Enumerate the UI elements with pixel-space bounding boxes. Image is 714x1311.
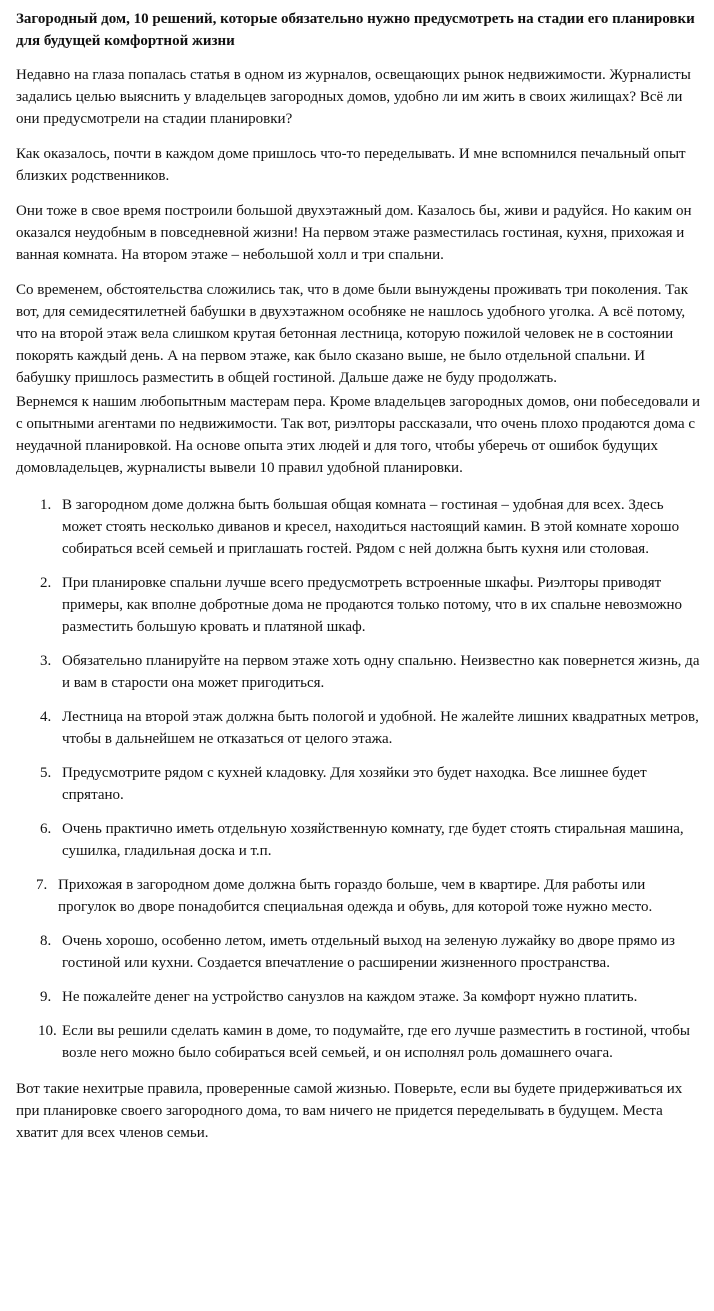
list-item — [16, 706, 700, 750]
list-item-text: Не пожалейте денег на устройство санузлов на каждом этаже. За комфорт нужно платить. — [62, 989, 638, 1005]
list-item — [16, 762, 700, 806]
list-item — [16, 650, 700, 694]
paragraph-5: Вернемся к нашим любопытным мастерам пера. Кроме владельцев загородных домов, они побеседовали и с опытными агентами по недвижимости. Так вот, риэлторы рассказали, что очень плохо продаются дома с неудачной планировкой. На основе опыта этих людей и для того, чтобы уберечь от ошибок будущих домовладельцев, журналисты вывели 10 правил удобной планировки. — [16, 394, 700, 476]
list-item — [16, 874, 700, 918]
paragraph-2: Как оказалось, почти в каждом доме пришлось что-то переделывать. И мне вспомнился печальный опыт близких родственников. — [16, 146, 686, 184]
list-item-text: Лестница на второй этаж должна быть пологой и удобной. Не жалейте лишних квадратных метров, чтобы в дальнейшем не отказаться от целого этажа. — [62, 709, 699, 747]
list-item-number: 3. — [40, 653, 52, 669]
list-item-number: 6. — [40, 821, 52, 837]
list-item — [16, 818, 700, 862]
list-item-text: Прихожая в загородном доме должна быть гораздо больше, чем в квартире. Для работы или прогулок во дворе понадобится специальная одежда и обувь, для которой тоже нужно место. — [58, 877, 653, 915]
list-item — [16, 494, 700, 560]
list-item — [16, 572, 700, 638]
list-item-text: Если вы решили сделать камин в доме, то подумайте, где его лучше разместить в гостиной, чтобы возле него можно было собираться всей семьей, и он исполнял роль домашнего очага. — [62, 1023, 690, 1061]
list-item-number: 4. — [40, 709, 52, 725]
paragraph-4: Со временем, обстоятельства сложились так, что в доме были вынуждены проживать три поколения. Так вот, для семидесятилетней бабушки в двухэтажном особняке не нашлось удобного уголка. А всё потому, что на второй этаж вела слишком крутая бетонная лестница, которую пожилой человек не в состоянии покорять каждый день. А на первом этаже, как было сказано выше, не было отдельной спальни. И бабушку пришлось разместить в общей гостиной. Дальше даже не буду продолжать. — [16, 282, 688, 386]
list-item-text: Обязательно планируйте на первом этаже хоть одну спальню. Неизвестно как повернется жизнь, да и вам в старости она может пригодиться. — [62, 653, 700, 691]
article-title: Загородный дом, 10 решений, которые обязательно нужно предусмотреть на стадии его планировки для будущей комфортной жизни — [16, 11, 695, 49]
intro-paragraph: Недавно на глаза попалась статья в одном из журналов, освещающих рынок недвижимости. Журналисты задались целью выяснить у владельцев загородных домов, удобно ли им жить в своих жилищах? Всё ли они предусмотрели на стадии планировки? — [16, 67, 691, 127]
list-item-number: 1. — [40, 497, 52, 513]
list-item-number: 8. — [40, 933, 52, 949]
list-item-text: Очень практично иметь отдельную хозяйственную комнату, где будет стоять стиральная машина, сушилка, гладильная доска и т.п. — [62, 821, 684, 859]
list-item — [16, 1020, 700, 1064]
list-item-number: 7. — [36, 877, 48, 893]
list-item-text: При планировке спальни лучше всего предусмотреть встроенные шкафы. Риэлторы приводят примеры, как вполне добротные дома не продаются только потому, что в их спальне невозможно разместить большую кровать и платяной шкаф. — [62, 575, 683, 635]
list-item-text: Предусмотрите рядом с кухней кладовку. Для хозяйки это будет находка. Все лишнее будет спрятано. — [62, 765, 647, 803]
list-item-number: 5. — [40, 765, 52, 781]
list-item — [16, 986, 700, 1008]
list-item-text: В загородном доме должна быть большая общая комната – гостиная – удобная для всех. Здесь может стоять несколько диванов и кресел, находиться настоящий камин. В этой комнате хорошо собираться всей семьей и приглашать гостей. Рядом с ней должна быть кухня или столовая. — [62, 497, 680, 557]
list-item-number: 2. — [40, 575, 52, 591]
closing-paragraph: Вот такие нехитрые правила, проверенные самой жизнью. Поверьте, если вы будете придерживаться их при планировке своего загородного дома, то вам ничего не придется переделывать в будущем. Места хватит для всех членов семьи. — [16, 1081, 683, 1141]
list-item-number: 10. — [38, 1023, 57, 1039]
list-item-text: Очень хорошо, особенно летом, иметь отдельный выход на зеленую лужайку во дворе прямо из гостиной или кухни. Создается впечатление о расширении жизненного пространства. — [62, 933, 675, 971]
list-item — [16, 930, 700, 974]
list-item-number: 9. — [40, 989, 52, 1005]
rules-list — [16, 494, 700, 1064]
paragraph-3: Они тоже в свое время построили большой двухэтажный дом. Казалось бы, живи и радуйся. Но каким он оказался неудобным в повседневной жизни! На первом этаже разместилась гостиная, кухня, прихожая и ванная комната. На втором этаже – небольшой холл и три спальни. — [16, 203, 692, 263]
